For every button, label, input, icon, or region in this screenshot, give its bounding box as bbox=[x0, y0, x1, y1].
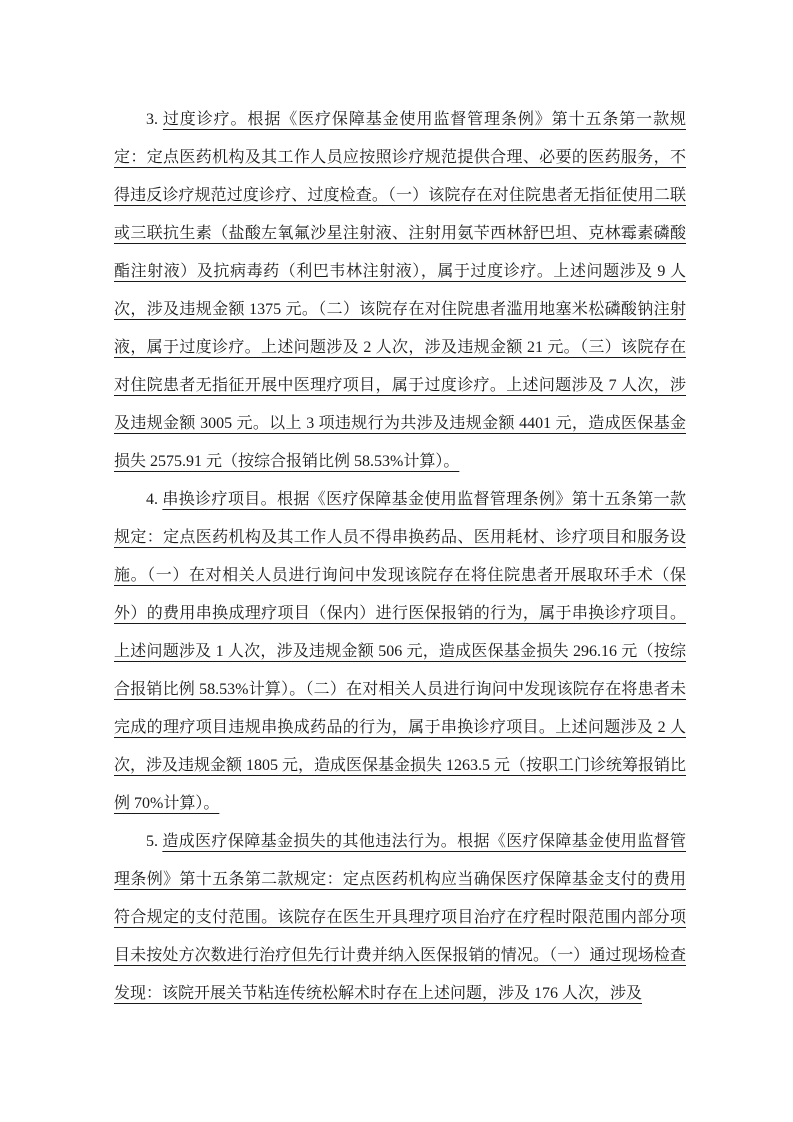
paragraph-number: 5. bbox=[146, 833, 163, 850]
paragraph-text: 串换诊疗项目。根据《医疗保障基金使用监督管理条例》第十五条第一款规定：定点医药机构及其工作人员不得串换药品、医用耗材、诊疗项目和服务设施。（一）在对相关人员进行询问中发现该院存在将住院患者开展取环手术（保外）的费用串换成理疗项目（保内）进行医保报销的行为，属于串换诊疗项目。上述问题涉及 1 人次，涉及违规金额 506 元，造成医保基金损失 296.16 元（按综合报销比例 58.53%计算）。（二）在对相关人员进行询问中发现该院存在将患者未完成的理疗项目违规串换成药品的行为，属于串换诊疗项目。上述问题涉及 2 人次，涉及违规金额 1805 元，造成医保基金损失 1263.5 元（按职工门诊统筹报销比例 70%计算）。 bbox=[114, 491, 687, 812]
paragraph-number: 3. bbox=[146, 111, 163, 128]
paragraph-4-swapped-treatment-items bbox=[114, 481, 686, 823]
paragraph-5-other-violations bbox=[114, 823, 686, 1013]
paragraph-text: 过度诊疗。根据《医疗保障基金使用监督管理条例》第十五条第一款规定：定点医药机构及其工作人员应按照诊疗规范提供合理、必要的医药服务，不得违反诊疗规范过度诊疗、过度检查。（一）该院存在对住院患者无指征使用二联或三联抗生素（盐酸左氧氟沙星注射液、注射用氨苄西林舒巴坦、克林霉素磷酸酯注射液）及抗病毒药（利巴韦林注射液），属于过度诊疗。上述问题涉及 9 人次，涉及违规金额 1375 元。（二）该院存在对住院患者滥用地塞米松磷酸钠注射液，属于过度诊疗。上述问题涉及 2 人次，涉及违规金额 21 元。（三）该院存在对住院患者无指征开展中医理疗项目，属于过度诊疗。上述问题涉及 7 人次，涉及违规金额 3005 元。以上 3 项违规行为共涉及违规金额 4401 元，造成医保基金损失 2575.91 元（按综合报销比例 58.53%计算）。 bbox=[114, 111, 686, 470]
paragraph-text: 造成医疗保障基金损失的其他违法行为。根据《医疗保障基金使用监督管理条例》第十五条第二款规定：定点医药机构应当确保医疗保障基金支付的费用符合规定的支付范围。该院存在医生开具理疗项目治疗在疗程时限范围内部分项目未按处方次数进行治疗但先行计费并纳入医保报销的情况。（一）通过现场检查发现：该院开展关节粘连传统松解术时存在上述问题，涉及 176 人次，涉及 bbox=[114, 833, 686, 1002]
paragraph-number: 4. bbox=[146, 491, 163, 508]
paragraph-3-overtreatment bbox=[114, 101, 686, 481]
